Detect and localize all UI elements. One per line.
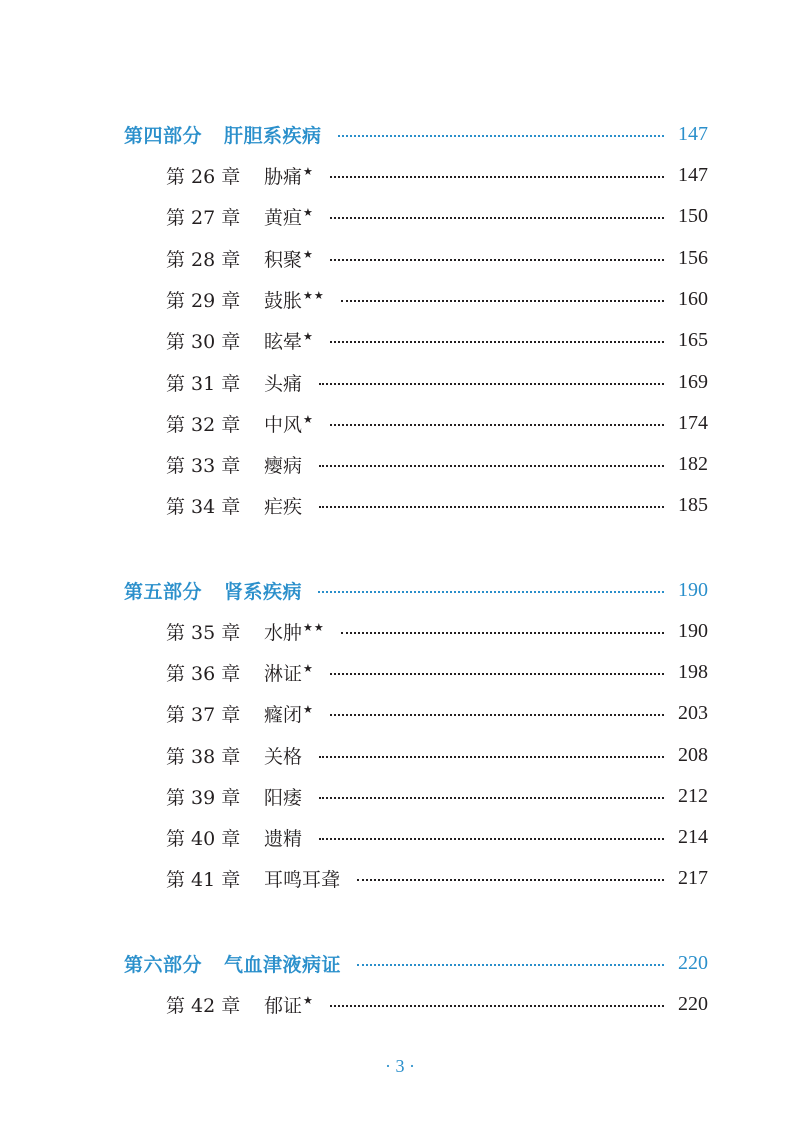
star-icon: ★: [303, 994, 314, 1008]
chapter-page-number: 165: [678, 328, 708, 351]
chapter-title: 关格: [264, 745, 303, 768]
chapter-label: 第 42 章: [166, 994, 241, 1017]
chapter-entry[interactable]: [0, 198, 800, 234]
chapter-page-number: 220: [678, 992, 708, 1015]
chapter-entry[interactable]: [0, 860, 800, 896]
part-page-number: 190: [678, 578, 708, 601]
chapter-page-number: 212: [678, 784, 708, 807]
chapter-label: 第 31 章: [166, 372, 241, 395]
chapter-title: 淋证★: [264, 662, 314, 685]
part-label: 第六部分: [124, 953, 203, 976]
chapter-title: 胁痛★: [264, 165, 314, 188]
part-title: 气血津液病证: [224, 953, 342, 976]
chapter-title: 疟疾: [264, 495, 303, 518]
chapter-title: 头痛: [264, 372, 303, 395]
page-number-footer: · 3 ·: [385, 1056, 415, 1076]
dot-leader: [319, 506, 664, 508]
star-icon: ★: [303, 413, 314, 427]
dot-leader: [319, 465, 664, 467]
chapter-page-number: 190: [678, 619, 708, 642]
chapter-page-number: 208: [678, 743, 708, 766]
chapter-entry[interactable]: [0, 240, 800, 276]
star-icon: ★: [303, 165, 314, 179]
chapter-entry[interactable]: [0, 405, 800, 441]
chapter-page-number: 182: [678, 452, 708, 475]
part-entry[interactable]: [0, 945, 800, 981]
chapter-label: 第 39 章: [166, 786, 241, 809]
chapter-label: 第 26 章: [166, 165, 241, 188]
chapter-label: 第 35 章: [166, 621, 241, 644]
part-title: 肾系疾病: [224, 580, 303, 603]
chapter-title: 积聚★: [264, 248, 314, 271]
part-entry[interactable]: [0, 572, 800, 608]
chapter-title: 耳鸣耳聋: [264, 868, 341, 891]
chapter-entry[interactable]: [0, 446, 800, 482]
chapter-page-number: 156: [678, 246, 708, 269]
chapter-title: 阳痿: [264, 786, 303, 809]
part-label: 第五部分: [124, 580, 203, 603]
chapter-title: 鼓胀★★: [264, 289, 325, 312]
dot-leader: [319, 797, 664, 799]
dot-leader: [338, 135, 664, 137]
chapter-title: 瘿病: [264, 454, 303, 477]
dot-leader: [330, 673, 664, 675]
dot-leader: [319, 838, 664, 840]
chapter-title: 眩晕★: [264, 330, 314, 353]
star-icon: ★: [303, 662, 314, 676]
dot-leader: [318, 591, 664, 593]
chapter-title: 郁证★: [264, 994, 314, 1017]
chapter-label: 第 27 章: [166, 206, 241, 229]
chapter-entry[interactable]: [0, 281, 800, 317]
chapter-label: 第 37 章: [166, 703, 241, 726]
chapter-entry[interactable]: [0, 737, 800, 773]
dot-leader: [357, 879, 664, 881]
star-icon: ★: [303, 248, 314, 262]
chapter-entry[interactable]: [0, 819, 800, 855]
chapter-title: 中风★: [264, 413, 314, 436]
dot-leader: [319, 756, 664, 758]
chapter-page-number: 198: [678, 660, 708, 683]
chapter-page-number: 214: [678, 825, 708, 848]
star-icon: ★: [303, 206, 314, 220]
chapter-entry[interactable]: [0, 322, 800, 358]
dot-leader: [357, 964, 664, 966]
star-icon: ★: [303, 330, 314, 344]
chapter-label: 第 36 章: [166, 662, 241, 685]
dot-leader: [330, 259, 664, 261]
dot-leader: [330, 217, 664, 219]
chapter-label: 第 30 章: [166, 330, 241, 353]
dot-leader: [330, 1005, 664, 1007]
dot-leader: [341, 632, 664, 634]
dot-leader: [319, 383, 664, 385]
chapter-label: 第 29 章: [166, 289, 241, 312]
part-title: 肝胆系疾病: [224, 124, 322, 147]
chapter-entry[interactable]: [0, 778, 800, 814]
chapter-title: 遗精: [264, 827, 303, 850]
chapter-title: 水肿★★: [264, 621, 325, 644]
dot-leader: [341, 300, 664, 302]
part-page-number: 147: [678, 122, 708, 145]
chapter-page-number: 147: [678, 163, 708, 186]
dot-leader: [330, 341, 664, 343]
star-icon: ★★: [303, 621, 325, 635]
chapter-page-number: 169: [678, 370, 708, 393]
dot-leader: [330, 176, 664, 178]
part-label: 第四部分: [124, 124, 203, 147]
chapter-label: 第 41 章: [166, 868, 241, 891]
chapter-title: 癃闭★: [264, 703, 314, 726]
chapter-entry[interactable]: [0, 654, 800, 690]
chapter-label: 第 40 章: [166, 827, 241, 850]
dot-leader: [330, 424, 664, 426]
part-entry[interactable]: [0, 116, 800, 152]
chapter-label: 第 28 章: [166, 248, 241, 271]
chapter-entry[interactable]: [0, 364, 800, 400]
chapter-page-number: 203: [678, 701, 708, 724]
chapter-entry[interactable]: [0, 613, 800, 649]
chapter-entry[interactable]: [0, 487, 800, 523]
chapter-page-number: 150: [678, 204, 708, 227]
chapter-label: 第 33 章: [166, 454, 241, 477]
part-page-number: 220: [678, 951, 708, 974]
star-icon: ★★: [303, 289, 325, 303]
chapter-page-number: 185: [678, 493, 708, 516]
chapter-page-number: 174: [678, 411, 708, 434]
chapter-label: 第 34 章: [166, 495, 241, 518]
chapter-label: 第 32 章: [166, 413, 241, 436]
chapter-entry[interactable]: [0, 986, 800, 1022]
chapter-page-number: 160: [678, 287, 708, 310]
chapter-entry[interactable]: [0, 157, 800, 193]
dot-leader: [330, 714, 664, 716]
chapter-title: 黄疸★: [264, 206, 314, 229]
chapter-label: 第 38 章: [166, 745, 241, 768]
chapter-page-number: 217: [678, 866, 708, 889]
chapter-entry[interactable]: [0, 695, 800, 731]
star-icon: ★: [303, 703, 314, 717]
